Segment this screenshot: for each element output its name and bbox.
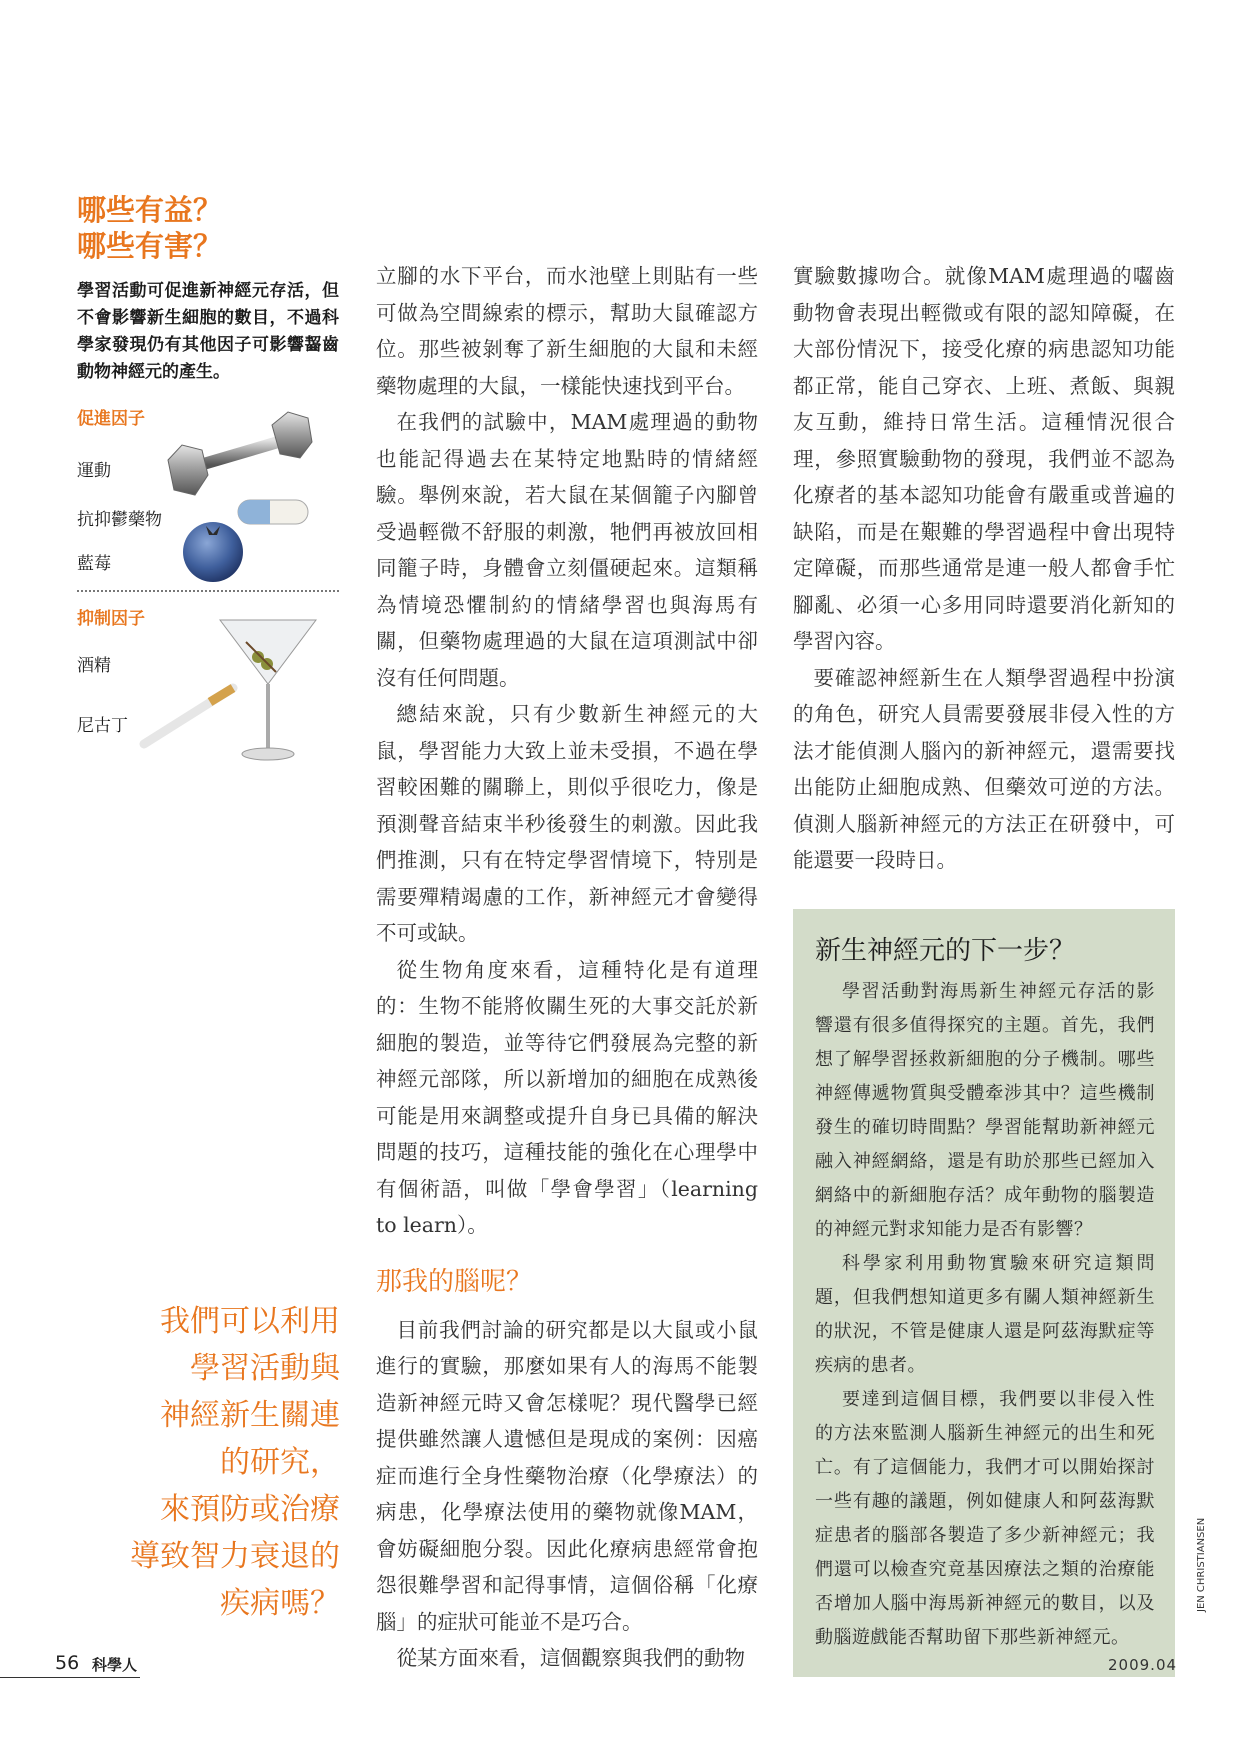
sidebar-title-line: 哪些有害？ <box>77 229 223 263</box>
pull-quote-line: 我們可以利用 <box>160 1304 340 1339</box>
inhibitor-nicotine: 尼古丁 <box>77 716 128 736</box>
sidebar-title <box>77 192 222 264</box>
article-paragraph: 從某方面來看，這個觀察與我們的動物 <box>396 1646 745 1670</box>
pull-quote-line: 神經新生關連 <box>160 1398 340 1433</box>
article-column-2 <box>793 258 1175 879</box>
inhibitor-alcohol: 酒精 <box>77 656 111 676</box>
sidebar-box-next-steps <box>793 909 1178 1677</box>
box-paragraph: 要達到這個目標，我們要以非侵入性的方法來監測人腦新生神經元的出生和死亡。有了這個能力，我們才可以開始探討一些有趣的議題，例如健康人和阿茲海默症患者的腦部各製造了多少新神經元；我們還可以檢查究竟基因療法之類的治療能否增加人腦中海馬新神經元的數目，以及動腦遊戲能否幫助留下那些新神經元。 <box>815 1388 1155 1648</box>
section-heading: 那我的腦呢？ <box>376 1266 533 1297</box>
article-paragraph: 總結來說，只有少數新生神經元的大鼠，學習能力大致上並未受損，不過在學習較困難的關聯上，則似乎很吃力，像是預測聲音結束半秒後發生的刺激。因此我們推測，只有在特定學習情境下，特別是需要殫精竭慮的工作，新神經元才會變得不可或缺。 <box>376 702 758 945</box>
promoters-heading: 促進因子 <box>77 409 145 429</box>
pull-quote-line: 的研究， <box>220 1445 340 1480</box>
inhibitors-illustration <box>138 612 323 767</box>
article-paragraph: 從生物角度來看，這種特化是有道理的：生物不能將攸關生死的大事交託於新細胞的製造，並等待它們發展為完整的新神經元部隊，所以新增加的細胞在成熟後可能是用來調整或提升自身已具備的解決問題的技巧，這種技能的強化在心理學中有個術語，叫做「學會學習」（learning to learn）。 <box>376 957 758 1237</box>
cigarette-icon <box>144 688 233 744</box>
article-paragraph: 實驗數據吻合。就像MAM處理過的囓齒動物會表現出輕微或有限的認知障礙，在大部份情況下，接受化療的病患認知功能都正常，能自己穿衣、上班、煮飯、與親友互動，維持日常生活。這種情況很合理，參照實驗動物的發現，我們並不認為化療者的基本認知功能會有嚴重或普遍的缺陷，而是在艱難的學習過程中會出現特定障礙，而那些通常是連一般人都會手忙腳亂、必須一心多用同時還要消化新知的學習內容。 <box>793 264 1175 653</box>
pull-quote <box>90 1298 340 1627</box>
pull-quote-line: 來預防或治療 <box>160 1492 340 1527</box>
promoters-illustration <box>160 410 320 590</box>
dumbbell-icon <box>168 412 312 495</box>
right-column <box>793 258 1178 1677</box>
box-paragraph: 學習活動對海馬新生神經元存活的影響還有很多值得探究的主題。首先，我們想了解學習拯救新細胞的分子機制。哪些神經傳遞物質與受體牽涉其中？這些機制發生的確切時間點？學習能幫助新神經元融入神經網絡，還是有助於那些已經加入網絡中的新細胞存活？成年動物的腦製造的神經元對求知能力是否有影響？ <box>815 980 1155 1240</box>
pull-quote-line: 導致智力衰退的 <box>130 1539 340 1574</box>
pull-quote-line: 疾病嗎？ <box>220 1586 340 1621</box>
pill-icon <box>238 500 308 524</box>
pull-quote-line: 學習活動與 <box>190 1351 340 1386</box>
inhibitors-heading: 抑制因子 <box>77 609 145 629</box>
page-number: 56 <box>55 1652 80 1674</box>
sidebar-intro: 學習活動可促進新神經元存活，但不會影響新生細胞的數目，不過科學家發現仍有其他因子可影響齧齒動物神經元的產生。 <box>77 281 339 382</box>
article-column-1 <box>376 258 758 1677</box>
article-paragraph: 在我們的試驗中，MAM處理過的動物也能記得過去在某特定地點時的情緒經驗。舉例來說，若大鼠在某個籠子內腳曾受過輕微不舒服的刺激，牠們再被放回相同籠子時，身體會立刻僵硬起來。這類稱為情境恐懼制約的情緒學習也與海馬有關，但藥物處理過的大鼠在這項測試中卻沒有任何問題。 <box>376 410 758 690</box>
article-paragraph: 要確認神經新生在人類學習過程中扮演的角色，研究人員需要發展非侵入性的方法才能偵測人腦內的新神經元，還需要找出能防止細胞成熟、但藥效可逆的方法。偵測人腦新神經元的方法正在研發中，可能還要一段時日。 <box>793 665 1175 872</box>
issue-date: 2009.04 <box>1108 1656 1178 1674</box>
illustration-credit: JEN CHRISTIANSEN <box>1196 1517 1207 1612</box>
box-paragraph: 科學家利用動物實驗來研究這類問題，但我們想知道更多有關人類神經新生的狀況，不管是健康人還是阿茲海默症等疾病的患者。 <box>815 1252 1155 1376</box>
magazine-name: 科學人 <box>92 1656 138 1674</box>
sidebar-title-line: 哪些有益？ <box>77 193 223 227</box>
blueberry-icon <box>183 522 243 582</box>
article-paragraph: 目前我們討論的研究都是以大鼠或小鼠進行的實驗，那麼如果有人的海馬不能製造新神經元時又會怎樣呢？現代醫學已經提供雖然讓人遺憾但是現成的案例：因癌症而進行全身性藥物治療（化學療法）的病患，化學療法使用的藥物就像MAM，會妨礙細胞分裂。因此化療病患經常會抱怨很難學習和記得事情，這個俗稱「化療腦」的症狀可能並不是巧合。 <box>376 1317 758 1634</box>
promoter-exercise: 運動 <box>77 461 111 481</box>
promoter-antidepressant: 抗抑鬱藥物 <box>77 510 162 530</box>
box-title: 新生神經元的下一步？ <box>815 935 1076 966</box>
divider <box>77 590 339 592</box>
promoter-blueberry: 藍莓 <box>77 554 111 574</box>
footer-rule <box>0 1677 140 1678</box>
article-paragraph: 立腳的水下平台，而水池壁上則貼有一些可做為空間線索的標示，幫助大鼠確認方位。那些被剝奪了新生細胞的大鼠和未經藥物處理的大鼠，一樣能快速找到平台。 <box>376 264 758 398</box>
